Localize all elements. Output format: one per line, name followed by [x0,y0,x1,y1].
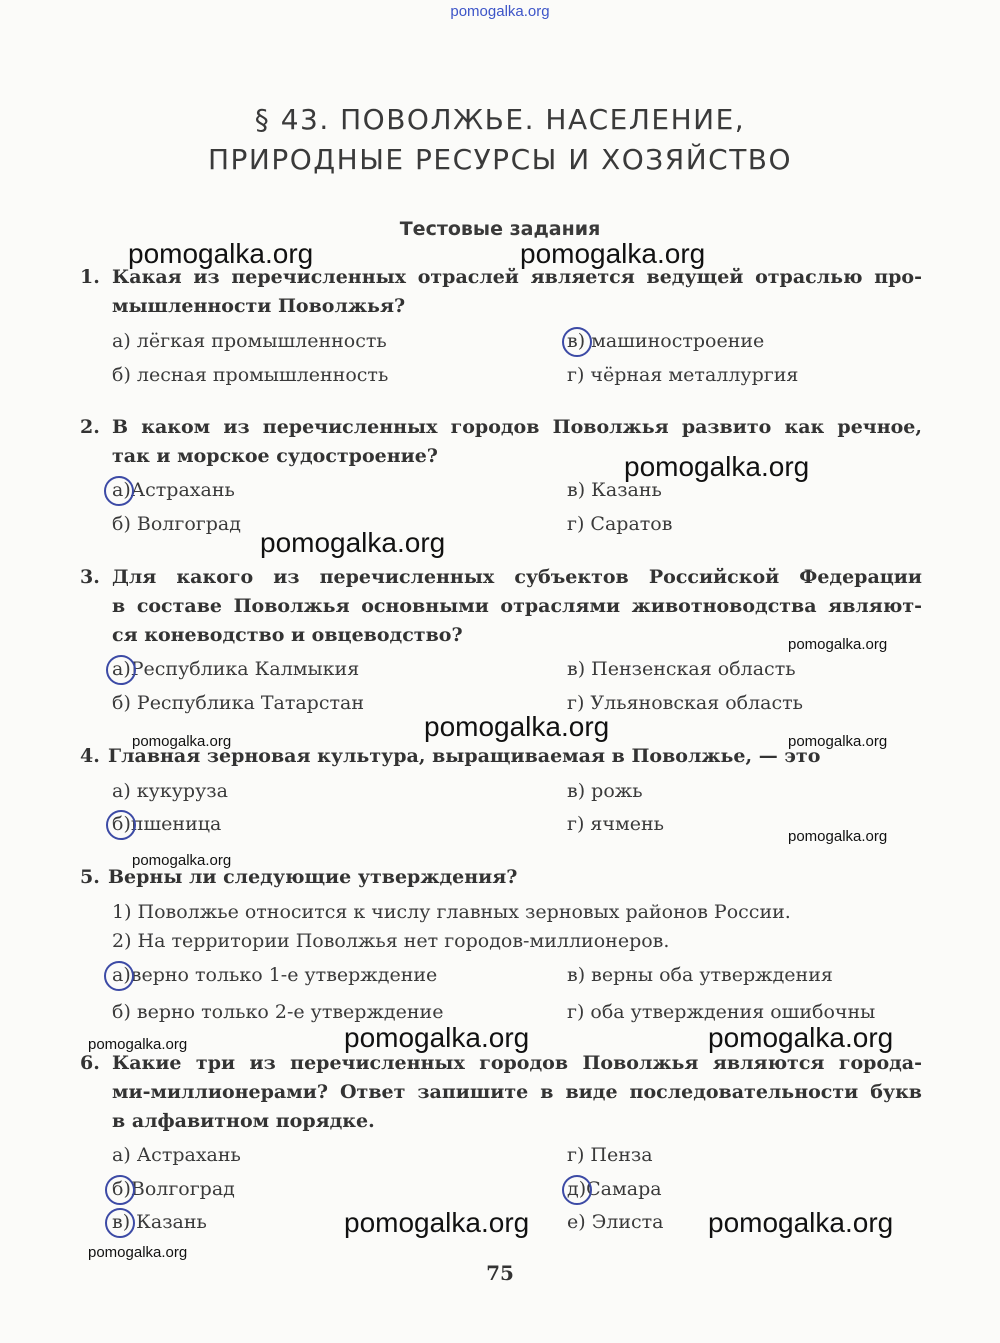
watermark-large: pomogalka.org [424,711,610,742]
q1-option-g[interactable] [567,364,798,386]
watermark-small: pomogalka.org [132,852,232,869]
watermark-large: pomogalka.org [344,1207,530,1238]
page-title-line1: § 43. ПОВОЛЖЬЕ. НАСЕЛЕНИЕ, [254,103,746,136]
option-letter: а) [112,964,131,986]
q3-text-line2: в составе Поволжья основными отраслями животноводства являют- [112,595,922,617]
q6-option-e[interactable] [567,1211,663,1233]
option-text: верны оба утверждения [591,964,833,986]
q5-statement-2: 2) На территории Поволжья нет городов-миллионеров. [112,930,670,952]
option-letter: г) [567,364,585,386]
page-title-line2: ПРИРОДНЫЕ РЕСУРСЫ И ХОЗЯЙСТВО [207,143,793,176]
q6-text-line2: ми-миллионерами? Ответ запишите в виде последовательности букв [112,1081,922,1103]
option-letter: б) [112,1178,131,1200]
q2-option-g[interactable] [567,513,672,535]
option-letter: д) [567,1178,587,1200]
watermark-large: pomogalka.org [260,527,446,558]
q1-text-line2: мышленности Поволжья? [112,295,406,317]
q6-text-line1: Какие три из перечисленных городов Поволжья являются города- [112,1052,922,1074]
option-text: оба утверждения ошибочны [590,1001,876,1023]
q3-text-line1: Для какого из перечисленных субъектов Российской Федерации [112,566,922,588]
watermark-small: pomogalka.org [788,636,888,653]
option-text: Пензенская область [591,658,796,680]
option-text: Пенза [590,1144,653,1166]
option-text: Астрахань [130,479,235,501]
page-number: 75 [486,1261,514,1285]
option-letter: в) [112,1211,131,1233]
option-text: ячмень [590,813,665,835]
q5-text-line1: Верны ли следующие утверждения? [108,866,518,888]
option-text: Самара [586,1178,662,1200]
top-watermark: pomogalka.org [450,3,550,20]
q5-statement-1: 1) Поволжье относится к числу главных зерновых районов России. [112,901,791,923]
watermark-small: pomogalka.org [788,828,888,845]
option-letter: а) [112,1144,131,1166]
watermark-small: pomogalka.org [88,1244,188,1261]
q1-number: 1. [80,266,100,288]
q2-text-line2: так и морское судостроение? [112,445,438,467]
q6-text-line3: в алфавитном порядке. [112,1110,375,1132]
watermark-small: pomogalka.org [88,1036,188,1053]
option-letter: в) [567,964,586,986]
answer-circle-mark [562,1175,592,1205]
option-letter: а) [112,479,131,501]
option-text: Волгоград [136,513,241,535]
q5-option-v[interactable] [567,964,833,986]
q4-option-v[interactable] [567,780,643,802]
q4-number: 4. [80,745,100,767]
option-letter: а) [112,780,131,802]
watermark-small: pomogalka.org [788,733,888,750]
option-text: лёгкая промышленность [136,330,387,352]
q2-number: 2. [80,416,100,438]
answer-circle-mark [105,1175,135,1205]
answer-circle-mark [106,810,136,840]
q3-number: 3. [80,566,100,588]
option-letter: в) [567,479,586,501]
option-text: Республика Татарстан [136,692,364,714]
q5-number: 5. [80,866,100,888]
q3-text-line3: ся коневодство и овцеводство? [112,624,463,646]
option-text: Ульяновская область [590,692,803,714]
q3-option-b[interactable] [112,692,364,714]
q3-option-a[interactable] [112,658,359,680]
option-text: Волгоград [130,1178,235,1200]
answer-circle-mark [106,655,136,685]
option-letter: г) [567,513,585,535]
q2-text-line1: В каком из перечисленных городов Поволжья развито как речное, [112,416,922,438]
option-letter: в) [567,780,586,802]
answer-circle-mark [105,1208,135,1238]
q6-option-a[interactable] [112,1144,241,1166]
option-text: Элиста [591,1211,664,1233]
q5-option-g[interactable] [567,1001,875,1023]
option-text: лесная промышленность [136,364,389,386]
q2-option-b[interactable] [112,513,241,535]
option-text: пшеница [130,813,222,835]
option-text: Казань [136,1211,207,1233]
option-letter: б) [112,513,131,535]
q1-option-a[interactable] [112,330,387,352]
watermark-large: pomogalka.org [708,1022,894,1053]
option-text: рожь [591,780,643,802]
option-letter: б) [112,364,131,386]
option-text: чёрная металлургия [590,364,799,386]
option-text: Саратов [590,513,673,535]
option-text: Республика Калмыкия [130,658,360,680]
q6-option-g[interactable] [567,1144,653,1166]
q5-option-b[interactable] [112,1001,443,1023]
option-text: кукуруза [136,780,228,802]
q1-option-v[interactable] [567,330,764,352]
option-letter: б) [112,813,131,835]
option-text: верно только 2-е утверждение [136,1001,444,1023]
option-letter: в) [567,658,586,680]
q3-option-v[interactable] [567,658,796,680]
watermark-large: pomogalka.org [520,238,706,269]
answer-circle-mark [562,327,592,357]
watermark-large: pomogalka.org [128,238,314,269]
option-letter: г) [567,1001,585,1023]
option-letter: а) [112,330,131,352]
q1-text-line1: Какая из перечисленных отраслей является ведущей отраслью про- [112,266,922,288]
option-letter: г) [567,813,585,835]
option-letter: в) [567,330,586,352]
watermark-large: pomogalka.org [624,451,810,482]
section-subtitle: Тестовые задания [399,218,601,240]
option-letter: б) [112,692,131,714]
q4-option-a[interactable] [112,780,228,802]
q4-option-g[interactable] [567,813,664,835]
q6-number: 6. [80,1052,100,1074]
option-letter: г) [567,692,585,714]
answer-circle-mark [104,476,134,506]
option-letter: б) [112,1001,131,1023]
option-letter: а) [112,658,131,680]
option-letter: е) [567,1211,586,1233]
option-text: верно только 1-е утверждение [130,964,438,986]
option-text: Казань [591,479,662,501]
q5-option-a[interactable] [112,964,437,986]
answer-circle-mark [104,961,134,991]
watermark-large: pomogalka.org [344,1022,530,1053]
watermark-large: pomogalka.org [708,1207,894,1238]
q4-text-line1: Главная зерновая культура, выращиваемая в Поволжье, — это [108,745,821,767]
option-text: Астрахань [136,1144,241,1166]
watermark-small: pomogalka.org [132,733,232,750]
option-text: машиностроение [591,330,765,352]
q1-option-b[interactable] [112,364,388,386]
option-letter: г) [567,1144,585,1166]
